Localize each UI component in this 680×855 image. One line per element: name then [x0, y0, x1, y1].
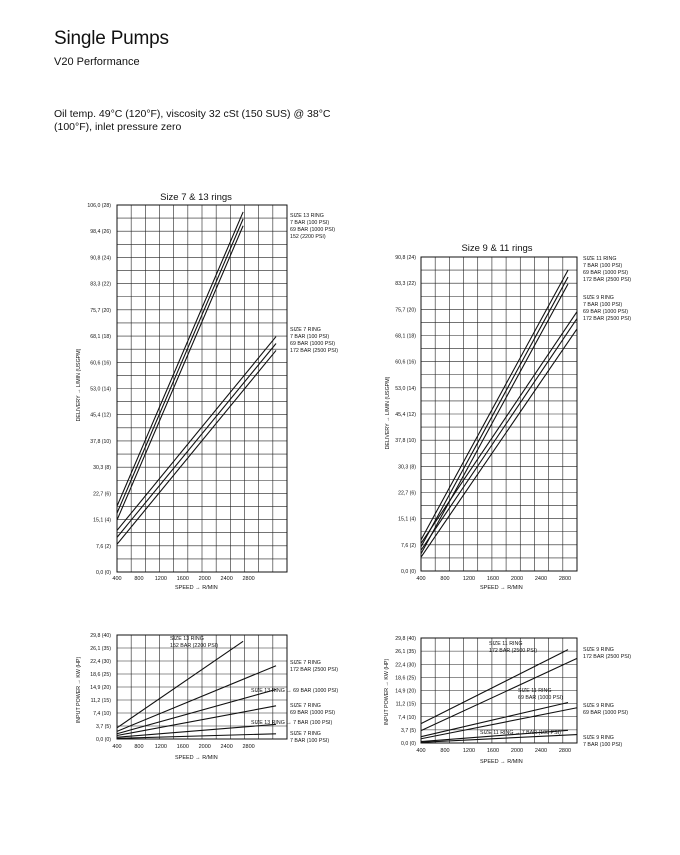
annotation-text: SIZE 7 RING — [290, 703, 321, 709]
x-tick-label: 2800 — [558, 576, 572, 582]
x-tick-label: 400 — [416, 748, 426, 754]
series-line — [117, 219, 243, 513]
x-axis-label: SPEED → R/MIN — [480, 585, 523, 591]
series-line — [117, 226, 243, 520]
x-tick-label: 800 — [440, 576, 450, 582]
annotation-text: 172 BAR (2500 PSI) — [489, 648, 537, 654]
series-line — [421, 329, 577, 557]
y-tick-label: 98,4 (26) — [90, 229, 111, 236]
y-tick-label: 30,3 (8) — [398, 464, 416, 471]
x-axis-label: SPEED → R/MIN — [480, 759, 523, 765]
series-annotation — [489, 641, 537, 654]
annotation-text: 69 BAR (1000 PSI) — [290, 341, 336, 347]
x-tick-label: 1200 — [154, 576, 167, 582]
series-annotation — [583, 703, 628, 716]
y-tick-label: 0,0 (0) — [96, 737, 111, 743]
y-tick-label: 90,8 (24) — [395, 255, 416, 261]
annotation-text: 172 BAR (2500 PSI) — [290, 348, 338, 354]
annotation-text: 7 BAR (100 PSI) — [583, 263, 623, 269]
series-annotation — [290, 703, 335, 716]
annotation-text: 69 BAR (1000 PSI) — [583, 309, 629, 315]
series-annotation — [518, 688, 563, 701]
series-annotation — [290, 731, 329, 744]
x-tick-label: 400 — [112, 744, 122, 750]
annotation-text: SIZE 9 RING — [583, 295, 614, 301]
series-line — [117, 734, 276, 739]
y-tick-label: 0,0 (0) — [96, 570, 111, 576]
series-line — [117, 212, 243, 506]
y-tick-label: 30,3 (8) — [93, 465, 111, 472]
y-tick-label: 60,6 (16) — [395, 359, 416, 366]
y-tick-label: 18,6 (25) — [395, 675, 416, 682]
x-tick-label: 1200 — [462, 748, 476, 754]
series-annotation — [583, 256, 631, 283]
y-tick-label: 26,1 (35) — [90, 646, 111, 652]
chart-delivery_7_13 — [76, 192, 338, 591]
y-tick-label: 37,8 (10) — [90, 438, 111, 445]
chart-title: Size 7 & 13 rings — [160, 192, 232, 203]
y-tick-label: 14,9 (20) — [90, 685, 111, 691]
annotation-text: SIZE 11 RING — [583, 256, 617, 262]
annotation-text: SIZE 9 RING — [583, 647, 614, 653]
x-axis-label: SPEED → R/MIN — [175, 585, 218, 591]
annotation-text: SIZE 7 RING — [290, 660, 321, 666]
y-tick-label: 11,2 (15) — [90, 698, 111, 704]
annotation-text: SIZE 9 RING — [583, 735, 614, 741]
series-line — [421, 319, 577, 551]
y-tick-label: 0,0 (0) — [401, 569, 416, 575]
page-title: Single Pumps — [54, 28, 169, 49]
y-tick-label: 22,4 (30) — [90, 659, 111, 665]
y-tick-label: 53,0 (14) — [90, 386, 111, 393]
chart-power_9_11 — [384, 636, 631, 765]
y-tick-label: 90,8 (24) — [90, 255, 111, 262]
annotation-text: SIZE 13 RING — [290, 213, 324, 219]
y-tick-label: 15,1 (4) — [398, 516, 416, 523]
y-tick-label: 45,4 (12) — [90, 412, 111, 419]
y-tick-label: 22,4 (30) — [395, 662, 416, 669]
annotation-text: SIZE 9 RING — [583, 703, 614, 709]
x-tick-label: 2000 — [510, 576, 524, 582]
y-tick-label: 7,6 (2) — [401, 542, 416, 549]
y-tick-label: 68,1 (18) — [90, 334, 111, 341]
y-tick-label: 53,0 (14) — [395, 385, 416, 392]
series-line — [421, 277, 568, 547]
y-tick-label: 0,0 (0) — [401, 741, 416, 747]
x-tick-label: 400 — [416, 576, 426, 582]
x-tick-label: 2400 — [534, 576, 548, 582]
y-tick-label: 15,1 (4) — [93, 517, 111, 524]
series-annotation — [251, 688, 338, 694]
test-conditions: Oil temp. 49°C (120°F), viscosity 32 cSt (150 SUS) @ 38°C (100°F), inlet pressure zero — [54, 108, 331, 133]
series-annotation — [583, 735, 622, 748]
y-tick-label: 83,3 (22) — [395, 281, 416, 288]
annotation-text: 172 BAR (2500 PSI) — [583, 654, 631, 660]
series-line — [421, 270, 568, 540]
series-annotation — [290, 660, 338, 673]
x-tick-label: 1200 — [462, 576, 476, 582]
y-tick-label: 75,7 (20) — [395, 307, 416, 314]
annotation-text: SIZE 13 RING → 7 BAR (100 PSI) — [251, 720, 333, 726]
y-tick-label: 3,7 (5) — [96, 724, 111, 730]
annotation-text: 69 BAR (1000 PSI) — [290, 710, 336, 716]
y-tick-label: 37,8 (10) — [395, 438, 416, 445]
y-tick-label: 3,7 (5) — [401, 727, 416, 734]
y-tick-label: 18,6 (25) — [90, 672, 111, 678]
annotation-text: SIZE 11 RING — [518, 688, 552, 694]
y-tick-label: 11,2 (15) — [395, 701, 416, 708]
series-line — [117, 337, 276, 531]
annotation-text: 7 BAR (100 PSI) — [290, 334, 330, 340]
series-annotation — [583, 295, 631, 322]
series-annotation — [583, 647, 631, 660]
x-tick-label: 2800 — [242, 744, 255, 750]
x-tick-label: 2800 — [558, 748, 572, 754]
y-tick-label: 60,6 (16) — [90, 360, 111, 367]
x-tick-label: 800 — [440, 748, 450, 754]
annotation-text: 7 BAR (100 PSI) — [583, 742, 623, 748]
annotation-text: SIZE 7 RING — [290, 731, 321, 737]
x-tick-label: 1600 — [486, 576, 500, 582]
series-annotation — [290, 327, 338, 354]
x-tick-label: 2400 — [220, 576, 233, 582]
x-tick-label: 1600 — [486, 748, 500, 754]
x-tick-label: 2000 — [510, 748, 524, 754]
x-tick-label: 1600 — [176, 744, 189, 750]
x-axis-label: SPEED → R/MIN — [175, 755, 218, 761]
series-line — [117, 350, 276, 544]
x-tick-label: 1200 — [154, 744, 167, 750]
annotation-text: 7 BAR (100 PSI) — [290, 220, 330, 226]
annotation-text: 69 BAR (1000 PSI) — [583, 710, 629, 716]
y-tick-label: 14,9 (20) — [395, 688, 416, 695]
series-line — [117, 641, 243, 728]
y-tick-label: 26,1 (35) — [395, 649, 416, 656]
annotation-text: 152 BAR (2200 PSI) — [170, 643, 218, 649]
x-tick-label: 1600 — [176, 576, 189, 582]
annotation-text: 7 BAR (100 PSI) — [290, 738, 330, 744]
y-tick-label: 106,0 (28) — [87, 203, 111, 209]
x-tick-label: 800 — [134, 576, 144, 582]
annotation-text: SIZE 11 RING — [489, 641, 523, 647]
annotation-text: SIZE 11 RING → 7 BAR (100 PSI) — [480, 730, 561, 736]
y-tick-label: 29,8 (40) — [90, 633, 111, 639]
annotation-text: 69 BAR (1000 PSI) — [290, 227, 336, 233]
x-tick-label: 2000 — [198, 576, 211, 582]
annotation-text: SIZE 13 RING → 69 BAR (1000 PSI) — [251, 688, 339, 694]
y-axis-label: INPUT POWER → KW (HP) — [384, 658, 390, 726]
y-tick-label: 68,1 (18) — [395, 333, 416, 340]
y-tick-label: 75,7 (20) — [90, 307, 111, 314]
y-tick-label: 22,7 (6) — [398, 490, 416, 497]
annotation-text: 172 BAR (2500 PSI) — [583, 277, 631, 283]
y-tick-label: 22,7 (6) — [93, 491, 111, 498]
y-tick-label: 7,4 (10) — [93, 711, 111, 717]
series-annotation — [480, 730, 561, 736]
annotation-text: 172 BAR (2500 PSI) — [290, 667, 338, 673]
y-tick-label: 7,6 (2) — [96, 543, 111, 550]
y-tick-label: 83,3 (22) — [90, 281, 111, 288]
y-axis-label: DELIVERY → L/MIN (USGPM) — [76, 348, 82, 422]
y-axis-label: DELIVERY → L/MIN (USGPM) — [385, 376, 391, 450]
annotation-text: 69 BAR (1000 PSI) — [518, 695, 564, 701]
x-tick-label: 400 — [112, 576, 122, 582]
series-line — [421, 284, 568, 554]
x-tick-label: 2400 — [220, 744, 233, 750]
x-tick-label: 2800 — [242, 576, 255, 582]
chart-power_7_13 — [76, 633, 338, 761]
x-tick-label: 2400 — [534, 748, 548, 754]
annotation-text: 69 BAR (1000 PSI) — [583, 270, 629, 276]
series-line — [117, 343, 276, 537]
annotation-text: 152 (2200 PSI) — [290, 234, 326, 240]
x-tick-label: 800 — [134, 744, 144, 750]
y-axis-label: INPUT POWER → KW (HP) — [76, 656, 82, 724]
y-tick-label: 29,8 (40) — [395, 636, 416, 642]
series-line — [421, 650, 568, 724]
annotation-text: SIZE 7 RING — [290, 327, 321, 333]
series-line — [421, 312, 577, 544]
chart-delivery_9_11 — [385, 243, 631, 591]
x-tick-label: 2000 — [198, 744, 211, 750]
annotation-text: 172 BAR (2500 PSI) — [583, 316, 631, 322]
series-annotation — [251, 720, 332, 726]
chart-title: Size 9 & 11 rings — [461, 243, 533, 254]
grid — [117, 205, 287, 572]
page-subtitle: V20 Performance — [54, 56, 140, 68]
series-annotation — [290, 213, 335, 240]
y-tick-label: 7,4 (10) — [398, 714, 416, 721]
annotation-text: SIZE 13 RING — [170, 636, 204, 642]
y-tick-label: 45,4 (12) — [395, 412, 416, 418]
series-annotation — [170, 636, 218, 649]
annotation-text: 7 BAR (100 PSI) — [583, 302, 623, 308]
